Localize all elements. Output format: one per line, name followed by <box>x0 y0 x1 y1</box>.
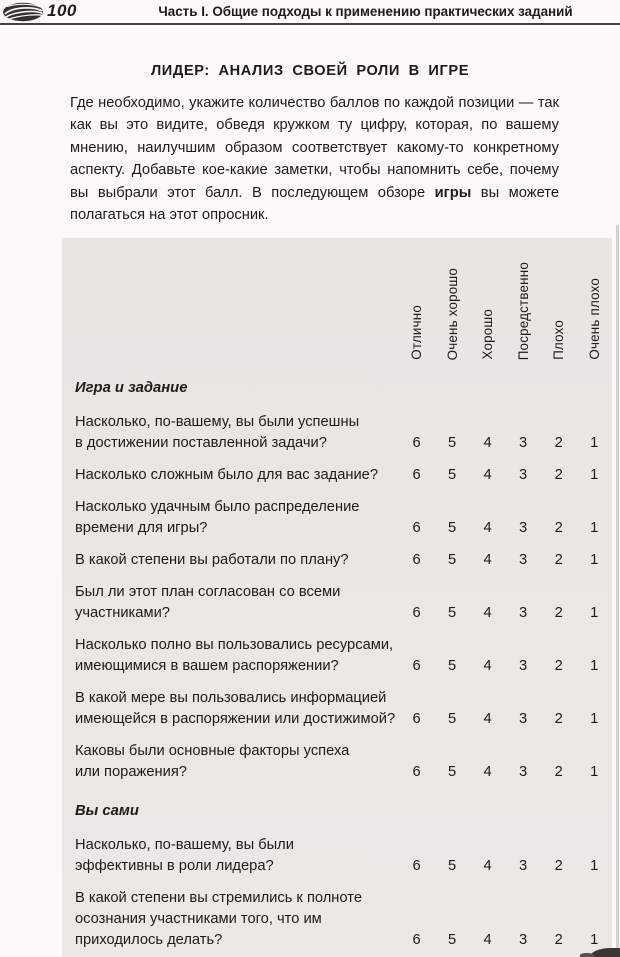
rating-value: 5 <box>447 552 457 568</box>
question-line: В какой мере вы пользовались информацией <box>75 690 387 706</box>
rating-value: 5 <box>447 605 457 621</box>
page-number: 100 <box>47 1 77 20</box>
rating-value: 3 <box>519 467 528 483</box>
intro-text-before: Где необходимо, укажите количество баллов по каждой позиции — так как вы это видите, обведя кружком ту цифру, которая, по вашему мнению, наилучшим образом соответствует какому-то конкретному аспекту. Добавьте кое-какие заметки, чтобы напомнить себе, почему вы выбрали этот балл. В последующем обзоре <box>70 95 559 201</box>
rating-value: 1 <box>590 552 599 568</box>
question-line: участниками? <box>75 605 170 621</box>
rating-value: 6 <box>412 658 421 674</box>
question-row <box>75 888 612 951</box>
rating-value: 2 <box>554 605 563 621</box>
rating-header-label: Посредственно <box>515 261 531 360</box>
rating-value: 2 <box>554 658 563 674</box>
rating-value: 3 <box>519 932 528 948</box>
question-line: Насколько полно вы пользовались ресурсами, <box>75 637 394 653</box>
rating-value: 3 <box>519 858 528 874</box>
rating-value: 5 <box>447 711 457 727</box>
rating-value: 3 <box>519 520 528 536</box>
question-text <box>75 888 399 951</box>
rating-value: 1 <box>590 858 599 874</box>
rating-header-cell <box>434 248 470 360</box>
rating-value: 5 <box>447 435 457 451</box>
rating-value: 2 <box>554 520 563 536</box>
rating-value: 1 <box>590 711 599 727</box>
rating-header-label: Очень плохо <box>586 278 602 360</box>
rating-value: 4 <box>483 435 492 451</box>
question-line: эффективны в роли лидера? <box>75 858 274 874</box>
questionnaire-body <box>75 378 612 951</box>
rating-value: 2 <box>554 435 563 451</box>
question-text <box>75 497 399 539</box>
rating-value: 6 <box>412 711 421 727</box>
rating-header-label: Хорошо <box>480 309 496 360</box>
rating-value: 5 <box>447 764 457 780</box>
rating-value: 5 <box>447 467 457 483</box>
rating-header-cell <box>470 248 506 360</box>
question-row <box>75 835 612 877</box>
question-row <box>75 497 612 539</box>
question-line: Каковы были основные факторы успеха <box>75 743 350 759</box>
rating-value: 5 <box>447 658 457 674</box>
page-title: ЛИДЕР: АНАЛИЗ СВОЕЙ РОЛИ В ИГРЕ <box>150 63 470 79</box>
rating-value: 1 <box>590 435 599 451</box>
page-header <box>0 0 620 25</box>
rating-value: 6 <box>412 932 421 948</box>
question-row <box>75 741 612 783</box>
rating-value: 6 <box>412 858 421 874</box>
question-text <box>75 835 399 877</box>
question-line: Насколько удачным было распределение <box>75 499 360 515</box>
rating-header-cell <box>541 248 577 360</box>
question-line: приходилось делать? <box>75 932 223 948</box>
section-title: Игра и задание <box>75 380 188 396</box>
rating-value: 3 <box>519 764 528 780</box>
rating-value: 3 <box>519 658 528 674</box>
rating-header-label: Отлично <box>409 305 425 360</box>
rating-value: 3 <box>519 605 528 621</box>
rating-headers <box>75 248 612 360</box>
rating-value: 2 <box>554 858 563 874</box>
rating-value: 1 <box>590 764 599 780</box>
rating-value: 4 <box>483 764 492 780</box>
question-line: Насколько, по-вашему, вы были успешны <box>75 414 360 430</box>
rating-value: 2 <box>554 764 563 780</box>
question-row <box>75 635 612 677</box>
rating-value: 6 <box>412 552 421 568</box>
intro-bold-word: игры <box>434 184 472 201</box>
question-text <box>75 635 399 677</box>
rating-value: 3 <box>519 435 528 451</box>
question-line: Был ли этот план согласован со всеми <box>75 584 341 600</box>
question-text <box>75 412 399 454</box>
rating-value: 5 <box>447 858 457 874</box>
question-text <box>75 550 399 571</box>
rating-value: 4 <box>483 467 492 483</box>
question-row <box>75 465 612 486</box>
rating-value: 5 <box>447 932 457 948</box>
rating-value: 2 <box>554 552 563 568</box>
question-line: имеющимися в вашем распоряжении? <box>75 658 339 674</box>
question-text <box>75 688 399 730</box>
rating-value: 4 <box>483 858 492 874</box>
intro-text-after: вы можете полагаться на этот опросник. <box>70 184 560 224</box>
scan-edge-artifact <box>616 225 619 957</box>
questionnaire-panel <box>62 238 612 957</box>
question-line: времени для игры? <box>75 520 208 536</box>
rating-header-cell <box>399 248 435 360</box>
question-text <box>75 741 399 783</box>
rating-header-cell <box>576 248 612 360</box>
rating-value: 6 <box>412 435 421 451</box>
rating-header-label: Очень хорошо <box>444 267 460 360</box>
rating-value: 3 <box>519 711 528 727</box>
question-line: В какой степени вы стремились к полноте <box>75 890 362 906</box>
question-line: имеющейся в распоряжении или достижимой? <box>75 711 396 727</box>
question-line: В какой степени вы работали по плану? <box>75 552 349 568</box>
rating-value: 1 <box>590 467 599 483</box>
question-line: или поражения? <box>75 764 187 780</box>
question-row <box>75 582 612 624</box>
rating-value: 5 <box>447 520 457 536</box>
rating-value: 1 <box>590 932 599 948</box>
question-line: Насколько сложным было для вас задание? <box>75 467 379 483</box>
rating-value: 1 <box>590 520 599 536</box>
question-line: осознания участниками того, что им <box>75 911 322 927</box>
rating-value: 4 <box>483 605 492 621</box>
rating-value: 6 <box>412 605 421 621</box>
chapter-header: Часть I. Общие подходы к применению практических заданий <box>158 4 573 19</box>
rating-value: 1 <box>590 658 599 674</box>
question-text <box>75 465 399 486</box>
question-row <box>75 412 612 454</box>
question-row <box>75 688 612 730</box>
rating-headers-spacer <box>75 248 399 360</box>
intro-paragraph <box>70 92 559 226</box>
rating-value: 4 <box>483 658 492 674</box>
rating-value: 1 <box>590 605 599 621</box>
section-title: Вы сами <box>75 803 139 819</box>
rating-value: 4 <box>483 711 492 727</box>
rating-value: 2 <box>554 467 563 483</box>
rating-value: 2 <box>554 932 563 948</box>
rating-value: 3 <box>519 552 528 568</box>
rating-value: 4 <box>483 520 492 536</box>
rating-value: 4 <box>483 552 492 568</box>
corner-smudge-artifact <box>580 953 594 957</box>
rating-value: 6 <box>412 764 421 780</box>
swirl-logo-icon <box>2 2 44 27</box>
rating-value: 6 <box>412 520 421 536</box>
question-row <box>75 550 612 571</box>
question-text <box>75 582 399 624</box>
question-line: Насколько, по-вашему, вы были <box>75 837 294 853</box>
question-line: в достижении поставленной задачи? <box>75 435 327 451</box>
rating-header-cell <box>505 248 541 360</box>
rating-value: 4 <box>483 932 492 948</box>
rating-value: 6 <box>412 467 421 483</box>
rating-header-label: Плохо <box>551 320 567 360</box>
rating-value: 2 <box>554 711 563 727</box>
